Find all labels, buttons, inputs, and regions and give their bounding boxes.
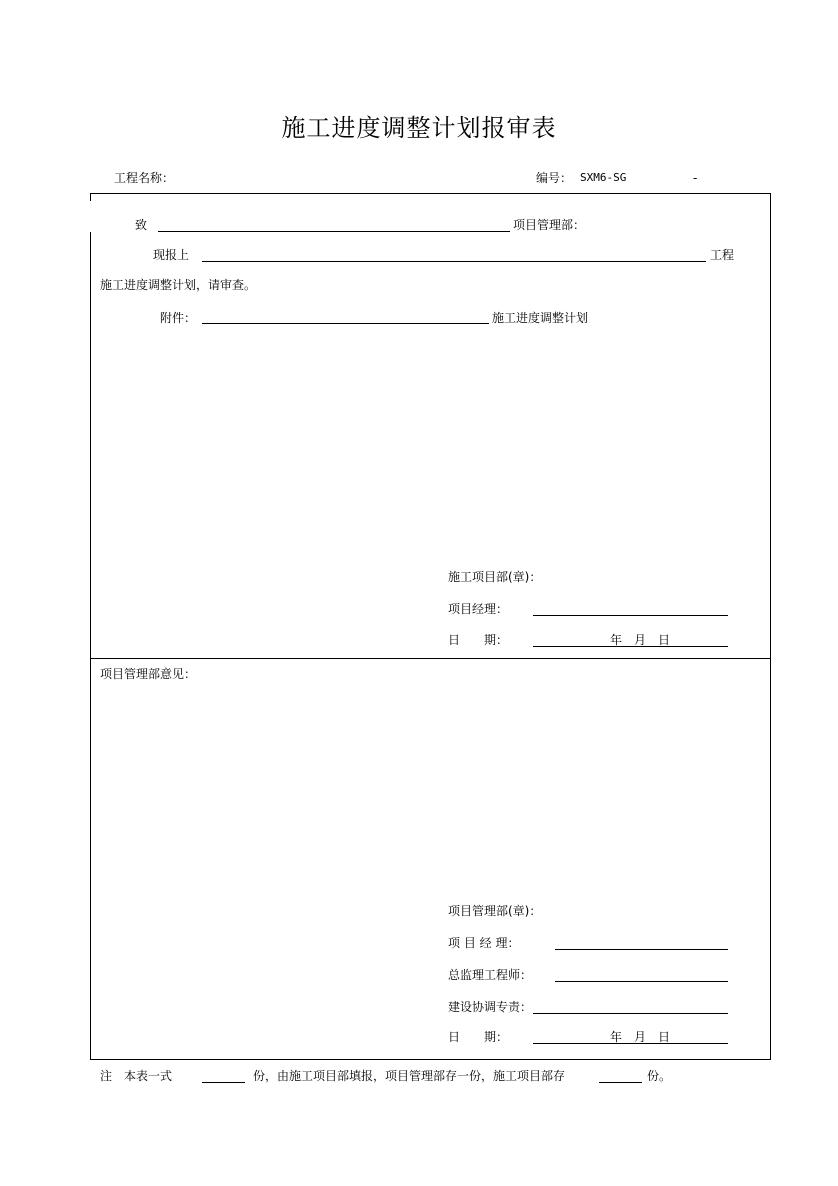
mgmt-date-value: 年 月 日 <box>610 1030 671 1044</box>
mgmt-date-input-line[interactable] <box>533 1043 728 1044</box>
manager-label: 项目经理： <box>448 602 509 616</box>
box-bottom-border <box>90 1059 771 1060</box>
note-prefix: 注 本表一式 <box>100 1069 173 1083</box>
to-input-line[interactable] <box>158 231 510 232</box>
project-name-label: 工程名称： <box>114 171 175 185</box>
box-top-border <box>90 193 770 194</box>
mgmt-date-label: 日 期： <box>448 1030 509 1044</box>
box-left-border <box>90 232 91 1059</box>
mgmt-manager-input-line[interactable] <box>555 949 728 950</box>
date-label: 日 期： <box>448 633 509 647</box>
number-label: 编号： <box>536 171 573 185</box>
page-title: 施工进度调整计划报审表 <box>281 114 557 142</box>
attach-label: 附件： <box>160 311 197 325</box>
note-suffix: 份。 <box>647 1069 672 1083</box>
copies-input-line[interactable] <box>202 1082 245 1083</box>
coordinator-input-line[interactable] <box>533 1013 728 1014</box>
report-label: 现报上 <box>153 248 190 262</box>
opinion-label: 项目管理部意见： <box>100 667 197 681</box>
manager-input-line[interactable] <box>533 615 728 616</box>
chief-engineer-label: 总监理工程师： <box>448 968 533 982</box>
number-value: SXM6-SG <box>580 171 627 184</box>
box-right-border <box>770 193 771 1059</box>
date-input-line[interactable] <box>533 646 728 647</box>
box-left-border-top <box>90 193 91 201</box>
attach-suffix: 施工进度调整计划 <box>492 311 589 325</box>
chief-engineer-input-line[interactable] <box>555 981 728 982</box>
to-label: 致 <box>135 218 148 232</box>
mgmt-manager-label: 项 目 经 理： <box>448 936 520 950</box>
request-text: 施工进度调整计划，请审查。 <box>100 278 257 292</box>
coordinator-label: 建设协调专责： <box>448 1000 533 1014</box>
to-suffix: 项目管理部： <box>513 218 586 232</box>
attach-input-line[interactable] <box>202 323 489 324</box>
number-suffix: - <box>693 171 698 185</box>
report-suffix: 工程 <box>710 248 735 262</box>
date-value: 年 月 日 <box>610 633 671 647</box>
note-middle: 份，由施工项目部填报，项目管理部存一份，施工项目部存 <box>253 1069 566 1083</box>
section-divider <box>90 658 770 659</box>
kept-copies-input-line[interactable] <box>599 1082 642 1083</box>
construction-dept-seal: 施工项目部(章)： <box>448 570 542 584</box>
report-input-line[interactable] <box>202 261 706 262</box>
mgmt-dept-seal: 项目管理部(章)： <box>448 904 542 918</box>
